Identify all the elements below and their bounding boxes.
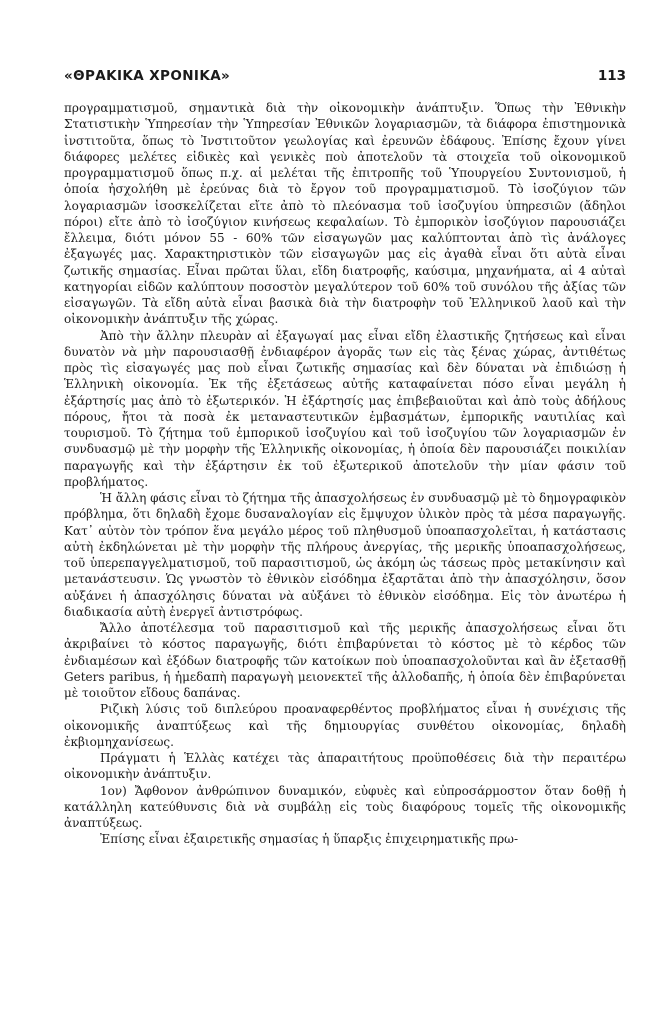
running-title: «ΘΡΑΚΙΚΑ ΧΡΟΝΙΚΑ»: [64, 68, 231, 84]
body-text: [64, 100, 626, 848]
paragraph: Ἄλλο ἀποτέλεσμα τοῦ παρασιτισμοῦ καὶ τῆς μερικῆς ἀπασχολήσεως εἶναι ὅτι ἀκριβαίνει τὸ κόστος παραγωγῆς, διότι ἐπιβαρύνεται τὸ κόστος μὲ τὸ κέρδος τῶν ἐνδιαμέσων καὶ ἐξόδων διατροφῆς τῶν κατοίκων ποὺ ὑποαπασχολοῦνται καὶ ἂν ἐξετασθῇ Geters paribus, ἡ ἡμεδαπὴ παραγωγὴ μειονεκτεῖ τῆς ἀλλοδαπῆς, ἡ ὁποία δὲν ἐπιβαρύνεται μὲ τοιοῦτον εἴδους δαπάνας.: [64, 621, 626, 700]
page-header: [64, 68, 626, 90]
paragraph: Ριζικὴ λύσις τοῦ διπλεύρου προαναφερθέντος προβλήματος εἶναι ἡ συνέχισις τῆς οἰκονομικῆς ἀναπτύξεως καὶ τῆς δημιουργίας συνθέτου οἰκονομίας, δηλαδὴ ἐκβιομηχανίσεως.: [64, 702, 626, 749]
paragraph: 1ον) Ἄφθονον ἀνθρώπινον δυναμικόν, εὐφυὲς καὶ εὐπροσάρμοστον ὅταν δοθῇ ἡ κατάλληλη κατεύθυνσις διὰ νὰ συμβάλῃ εἰς τοὺς διαφόρους τομεῖς τῆς οἰκονομικῆς ἀναπτύξεως.: [64, 783, 626, 830]
paragraph: προγραμματισμοῦ, σημαντικὰ διὰ τὴν οἰκονομικὴν ἀνάπτυξιν. Ὅπως τὴν Ἐθνικὴν Στατιστικὴν Ὑπηρεσίαν τὴν Ὑπηρεσίαν Ἐθνικῶν λογαριασμῶν, τὰ διάφορα ἐπιστημονικὰ ἰνστιτοῦτα, ὅπως τὸ Ἰνστιτοῦτον γεωλογίας καὶ ἐρευνῶν ἐδάφους. Ἐπίσης ἔχουν γίνει διάφορες μελέτες εἰδικὲς καὶ γενικὲς ποὺ ἀποτελοῦν τὰ στοιχεῖα τοῦ οἰκονομικοῦ προγραμματισμοῦ ὅπως π.χ. αἱ μελέται τῆς ἐπιτροπῆς τοῦ Ὑπουργείου Συντονισμοῦ, ἡ ὁποία ἠσχολήθη μὲ ἐρεύνας διὰ τὸ ἔργον τοῦ προγραμματισμοῦ. Τὸ ἰσοζύγιον τῶν λογαριασμῶν ἰσοσκελίζεται εἴτε ἀπὸ τὸ πλεόνασμα τοῦ ἰσοζυγίου ὑπηρεσιῶν (ἄδηλοι πόροι) εἴτε ἀπὸ τὸ ἰσοζύγιον κινήσεως κεφαλαίων. Τὸ ἐμπορικὸν ἰσοζύγιον παρουσιάζει ἔλλειμα, διότι μόνον 55 - 60% τῶν εἰσαγωγῶν μας καλύπτονται ἀπὸ τὶς ἀνάλογες ἐξαγωγές μας. Χαρακτηριστικὸν τῶν εἰσαγωγῶν μας εἰς ἀγαθὰ εἶναι ὅτι αὐτὰ εἶναι ζωτικῆς σημασίας. Εἶναι πρῶται ὕλαι, εἴδη διατροφῆς, καύσιμα, μηχανήματα, αἱ 4 αὐταὶ κατηγορίαι εἰδῶν καλύπτουν ποσοστὸν μεγαλύτερον τοῦ 60% τοῦ συνόλου τῆς ἀξίας τῶν εἰσαγωγῶν. Τὰ εἴδη αὐτὰ εἶναι βασικὰ διὰ τὴν διατροφὴν τοῦ Ἑλληνικοῦ λαοῦ καὶ τὴν οἰκονομικὴν ἀνάπτυξιν τῆς χώρας.: [64, 101, 626, 327]
paragraph: Ἀπὸ τὴν ἄλλην πλευρὰν αἱ ἐξαγωγαί μας εἶναι εἴδη ἐλαστικῆς ζητήσεως καὶ εἶναι δυνατὸν νὰ μὴν παρουσιασθῇ ἐνδιαφέρον ἀγορᾶς των εἰς τὰς ξένας χώρας, ἀντιθέτως πρὸς τὶς εἰσαγωγές μας ποὺ εἶναι ζωτικῆς σημασίας καὶ δὲν δύναται νὰ ἐπιδιώσῃ ἡ Ἑλληνικὴ οἰκονομία. Ἐκ τῆς ἐξετάσεως αὐτῆς καταφαίνεται πόσο εἶναι μεγάλη ἡ ἐξάρτησίς μας ἀπὸ τὸ ἐξωτερικόν. Ἡ ἐξάρτησίς μας ἐπιβεβαιοῦται καὶ ἀπὸ τοὺς ἀδήλους πόρους, ἤτοι τὰ ποσὰ ἐκ μεταναστευτικῶν ἐμβασμάτων, ἐμπορικῆς ναυτιλίας καὶ τουρισμοῦ. Τὸ ζήτημα τοῦ ἐμπορικοῦ ἰσοζυγίου καὶ τοῦ ἰσοζυγίου τῶν λογαριασμῶν ἐν συνδυασμῷ μὲ τὴν μορφὴν τῆς Ἑλληνικῆς οἰκονομίας, ἡ ὁποία δὲν παρουσιάζει ποικιλίαν παραγωγῆς καὶ τὴν ἐξάρτησιν ἐκ τοῦ ἐξωτερικοῦ ἀποτελοῦν τὴν μίαν φάσιν τοῦ προβλήματος.: [64, 328, 626, 489]
page-number: 113: [597, 68, 626, 84]
paragraph: Πράγματι ἡ Ἑλλὰς κατέχει τὰς ἀπαραιτήτους προϋποθέσεις διὰ τὴν περαιτέρω οἰκονομικὴν ἀνάπτυξιν.: [64, 751, 626, 782]
paragraph: Ἡ ἄλλη φάσις εἶναι τὸ ζήτημα τῆς ἀπασχολήσεως ἐν συνδυασμῷ μὲ τὸ δημογραφικὸν πρόβλημα, ὅτι δηλαδὴ ἔχομε δυσαναλογίαν εἰς ἔμψυχον ὑλικὸν πρὸς τὰ μέσα παραγωγῆς. Κατ᾽ αὐτὸν τὸν τρόπον ἕνα μεγάλο μέρος τοῦ πληθυσμοῦ ὑποαπασχολεῖται, ἡ κατάστασις αὐτὴ ἐκδηλώνεται μὲ τὴν μορφὴν τῆς πλήρους ἀνεργίας, τῆς μερικῆς ὑποαπασχολήσεως, τοῦ ὑπερεπαγγελματισμοῦ, τοῦ παρασιτισμοῦ, ὡς ἀκόμη ὡς τάσεως πρὸς μετακίνησιν καὶ μετανάστευσιν. Ὡς γνωστὸν τὸ ἐθνικὸν εἰσόδημα ἐξαρτᾶται ἀπὸ τὴν ἀπασχόλησιν, ὅσον αὐξάνει ἡ ἀπασχόλησις δύναται νὰ αὐξάνει τὸ ἐθνικὸν εἰσόδημα. Εἰς τὸν ἀνωτέρω ἡ διαδικασία αὐτὴ ἐνεργεῖ ἀντιστρόφως.: [64, 491, 626, 619]
paragraph: Ἐπίσης εἶναι ἐξαιρετικῆς σημασίας ἡ ὕπαρξις ἐπιχειρηματικῆς πρω-: [100, 832, 519, 847]
